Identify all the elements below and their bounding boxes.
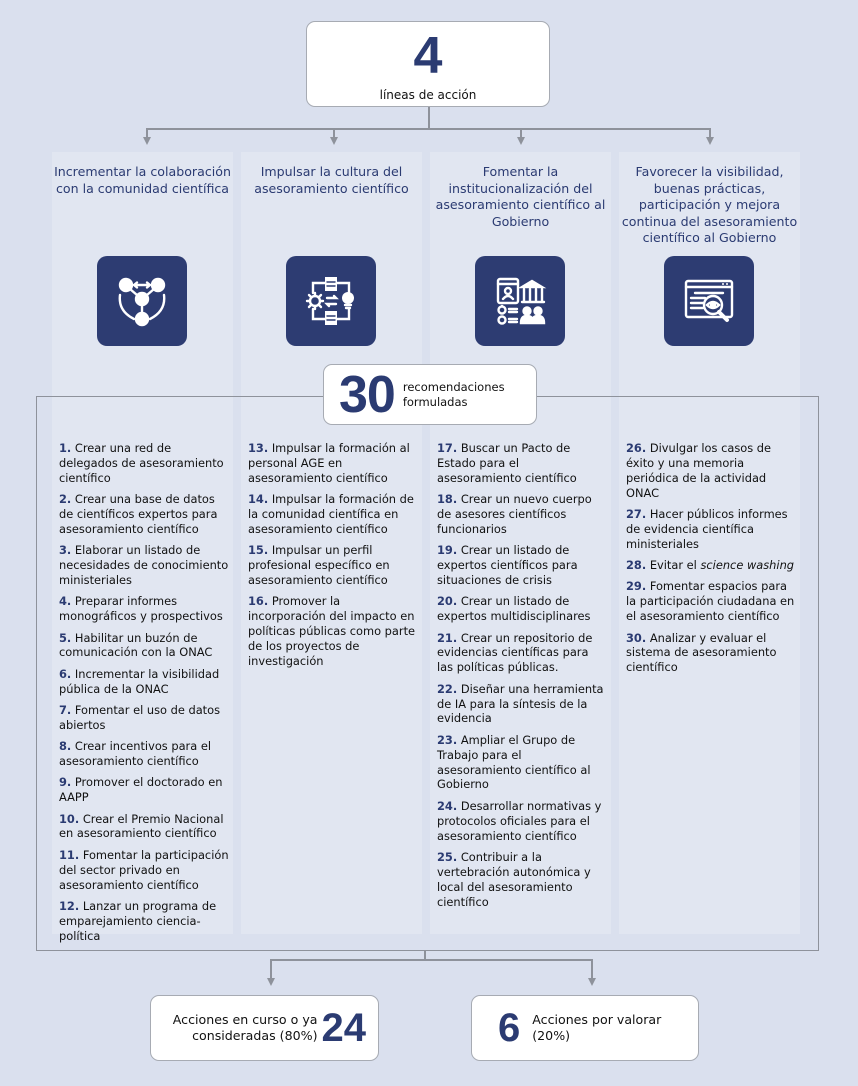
gear-document-lightbulb-icon xyxy=(286,256,376,346)
actions-in-progress-label-line-2: consideradas (80%) xyxy=(192,1028,318,1043)
action-lines-summary-box xyxy=(306,21,550,107)
action-lines-label: líneas de acción xyxy=(379,88,477,102)
connector-bottom-drop-right xyxy=(591,959,593,979)
recommendation-text: Crear una red de delegados de asesoramiento científico xyxy=(59,441,224,485)
recommendation-number: 6. xyxy=(59,666,72,681)
actions-pending-count: 6 xyxy=(498,1006,521,1050)
recommendation-text: Crear un repositorio de evidencias científicas para las políticas públicas. xyxy=(437,630,593,675)
recommendation-text: Hacer públicos informes de evidencia científica ministeriales xyxy=(626,507,788,551)
connector-top-stem xyxy=(428,107,430,128)
arrow-down-icon xyxy=(330,137,338,145)
connector-top-bus xyxy=(146,128,710,130)
recommendation-number: 18. xyxy=(437,492,458,507)
institution-profile-icon xyxy=(475,256,565,346)
recommendation-text-italic: science washing xyxy=(700,558,795,573)
recommendation-number: 29. xyxy=(626,579,647,594)
actions-in-progress-count: 24 xyxy=(321,1006,366,1050)
recommendations-label-line-1: recomendaciones xyxy=(402,379,505,394)
recommendation-text: Fomentar la participación del sector privado en asesoramiento científico xyxy=(59,847,229,892)
action-line-title: Favorecer la visibilidad, buenas prácticas, participación y mejora continua del asesoramiento científico al Gobierno xyxy=(621,164,798,245)
recommendation-text: Impulsar la formación al personal AGE en asesoramiento científico xyxy=(248,441,410,485)
recommendation-text: Crear un listado de expertos científicos para situaciones de crisis xyxy=(437,543,578,588)
recommendation-text: Promover el doctorado en AAPP xyxy=(59,775,223,805)
recommendation-text: Elaborar un listado de necesidades de conocimiento ministeriales xyxy=(59,543,229,588)
recommendation-text: Contribuir a la vertebración autonómica y local del asesoramiento científico xyxy=(437,849,591,909)
recommendation-number: 21. xyxy=(437,630,458,645)
recommendation-text: Crear el Premio Nacional en asesoramiento científico xyxy=(59,811,224,841)
action-line-title: Fomentar la institucionalización del asesoramiento científico al Gobierno xyxy=(435,164,606,229)
people-network-icon xyxy=(97,256,187,346)
recommendation-number: 4. xyxy=(59,594,72,609)
actions-pending-label xyxy=(532,1012,661,1045)
recommendations-label xyxy=(403,380,505,410)
connector-bottom-drop-left xyxy=(270,959,272,979)
recommendation-text: Buscar un Pacto de Estado para el asesoramiento científico xyxy=(437,441,577,485)
recommendation-number: 11. xyxy=(59,847,80,862)
recommendation-text: Impulsar la formación de la comunidad científica en asesoramiento científico xyxy=(248,492,414,536)
actions-in-progress-box xyxy=(150,995,379,1061)
recommendation-number: 19. xyxy=(437,543,458,558)
arrow-down-icon xyxy=(143,137,151,145)
recommendation-text: Evitar el xyxy=(649,558,701,573)
recommendation-number: 9. xyxy=(59,775,72,790)
arrow-down-icon xyxy=(588,978,596,986)
recommendation-number: 3. xyxy=(59,543,72,558)
recommendations-frame xyxy=(36,396,819,951)
recommendation-number: 15. xyxy=(248,543,269,558)
recommendation-text: Ampliar el Grupo de Trabajo para el asesoramiento científico al Gobierno xyxy=(437,732,591,792)
arrow-down-icon xyxy=(267,978,275,986)
recommendation-text: Promover la incorporación del impacto en políticas públicas como parte de los proyectos de investigación xyxy=(248,594,416,668)
actions-pending-label-line-1: Acciones por valorar xyxy=(532,1011,662,1027)
recommendation-number: 17. xyxy=(437,441,458,455)
recommendation-number: 14. xyxy=(248,492,269,507)
recommendation-text: Crear un listado de expertos multidisciplinares xyxy=(437,594,591,624)
recommendation-number: 30. xyxy=(626,630,647,645)
recommendation-number: 26. xyxy=(626,441,647,455)
recommendation-number: 27. xyxy=(626,507,647,522)
actions-in-progress-label-line-1: Acciones en curso o ya xyxy=(172,1011,318,1027)
recommendations-summary-box xyxy=(323,364,537,425)
actions-in-progress-label xyxy=(173,1012,318,1045)
recommendation-text: Incrementar la visibilidad pública de la ONAC xyxy=(59,666,220,696)
recommendation-number: 1. xyxy=(59,441,72,455)
action-line-title: Impulsar la cultura del asesoramiento científico xyxy=(254,164,409,196)
recommendation-number: 28. xyxy=(626,558,647,573)
recommendation-number: 12. xyxy=(59,898,80,913)
recommendation-number: 5. xyxy=(59,630,72,645)
actions-pending-label-line-2: (20%) xyxy=(532,1028,571,1043)
recommendation-text: Crear un nuevo cuerpo de asesores científicos funcionarios xyxy=(437,492,592,536)
recommendation-number: 16. xyxy=(248,594,269,609)
action-lines-count: 4 xyxy=(413,27,443,85)
recommendation-number: 24. xyxy=(437,798,458,813)
recommendation-text: Lanzar un programa de emparejamiento ciencia-política xyxy=(59,898,217,943)
recommendation-number: 2. xyxy=(59,492,72,507)
browser-magnifier-eye-icon xyxy=(664,256,754,346)
recommendation-number: 20. xyxy=(437,594,458,609)
recommendation-number: 10. xyxy=(59,811,80,826)
recommendation-text: Diseñar una herramienta de IA para la síntesis de la evidencia xyxy=(437,681,604,726)
recommendation-text: Fomentar espacios para la participación ciudadana en el asesoramiento científico xyxy=(626,579,795,624)
recommendation-number: 8. xyxy=(59,739,72,754)
recommendation-number: 23. xyxy=(437,732,458,747)
recommendation-text: Fomentar el uso de datos abiertos xyxy=(59,702,221,732)
arrow-down-icon xyxy=(706,137,714,145)
action-line-title: Incrementar la colaboración con la comunidad científica xyxy=(54,164,231,196)
recommendation-number: 13. xyxy=(248,441,269,455)
recommendations-label-line-2: formuladas xyxy=(402,394,468,409)
recommendation-text: Crear incentivos para el asesoramiento científico xyxy=(59,739,212,769)
recommendation-text: Divulgar los casos de éxito y una memoria periódica de la actividad ONAC xyxy=(626,441,772,500)
recommendation-text: Preparar informes monográficos y prospectivos xyxy=(59,594,223,624)
actions-pending-box xyxy=(471,995,699,1061)
recommendation-text: Habilitar un buzón de comunicación con la ONAC xyxy=(59,630,213,660)
recommendation-number: 22. xyxy=(437,681,458,696)
recommendation-text: Analizar y evaluar el sistema de asesoramiento científico xyxy=(626,630,777,675)
arrow-down-icon xyxy=(517,137,525,145)
recommendation-text: Desarrollar normativas y protocolos oficiales para el asesoramiento científico xyxy=(437,798,602,843)
recommendations-count: 30 xyxy=(339,365,395,424)
recommendation-text: Crear una base de datos de científicos expertos para asesoramiento científico xyxy=(59,492,218,536)
recommendation-number: 7. xyxy=(59,702,72,717)
recommendation-text: Impulsar un perfil profesional específico en asesoramiento científico xyxy=(248,543,390,588)
recommendation-number: 25. xyxy=(437,849,458,864)
connector-bottom-bus xyxy=(270,959,592,961)
